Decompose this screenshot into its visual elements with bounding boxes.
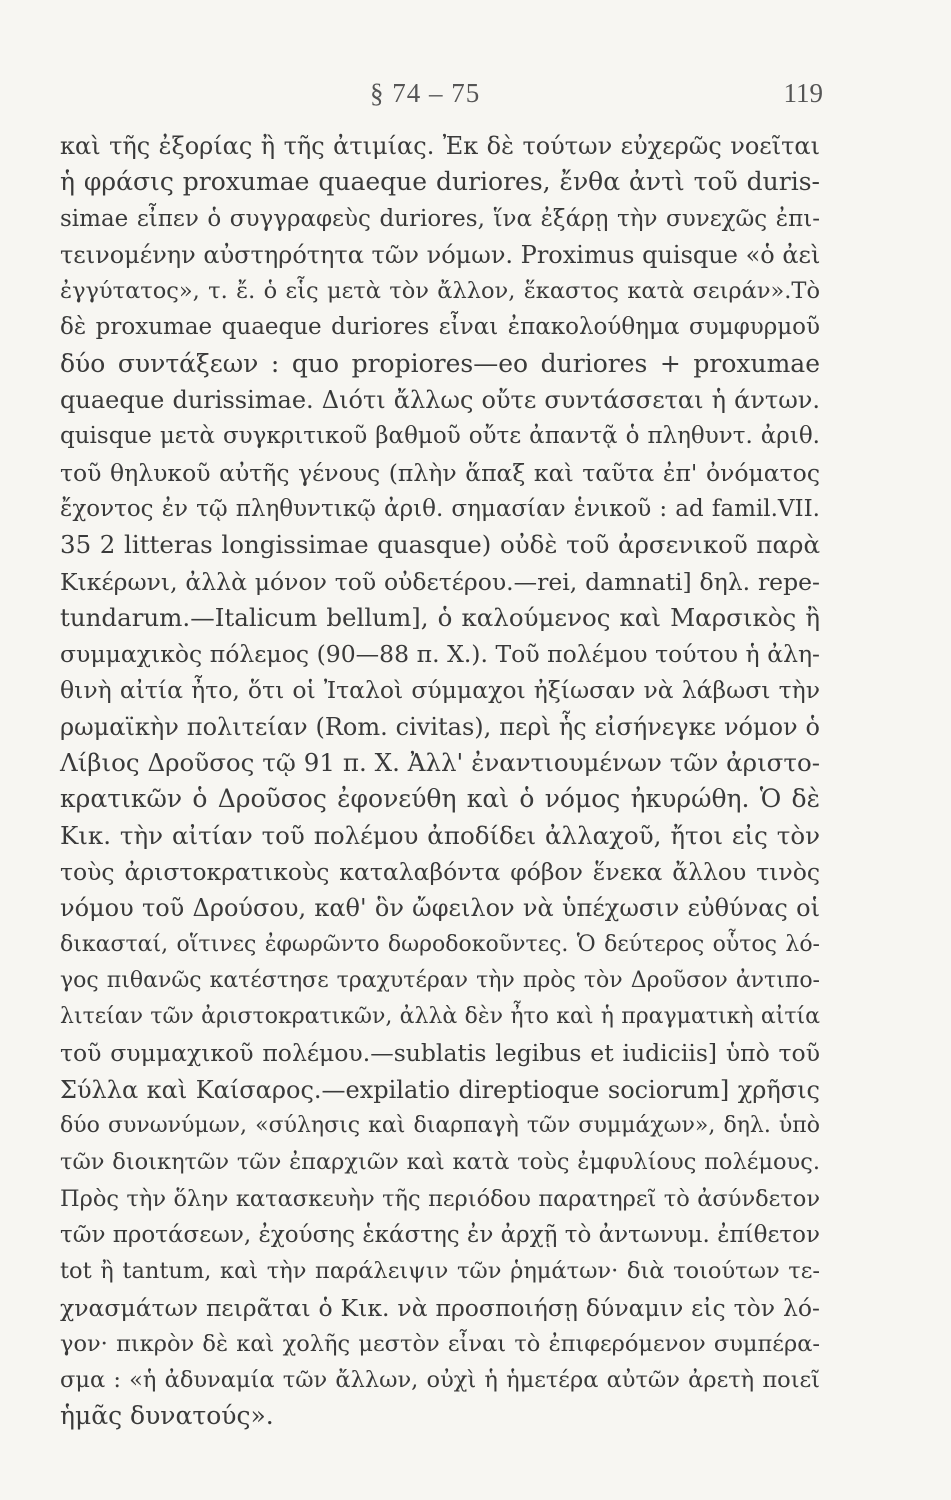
page-header: [0, 78, 951, 114]
text-line: Πρὸς τὴν ὅλην κατασκευὴν τῆς περιόδου παρατηρεῖ τὸ ἀσύνδετον: [60, 1185, 820, 1212]
text-line: τοῦ θηλυκοῦ αὐτῆς γένους (πλὴν ἅπαξ καὶ ταῦτα ἐπ' ὀνόματος: [60, 458, 820, 487]
text-line: Σύλλα καὶ Καίσαρος.—expilatio direptioque sociorum] χρῆσις: [60, 1075, 820, 1104]
text-line: ἡ φράσις proxumae quaeque duriores, ἔνθα ἀντὶ τοῦ duris-: [60, 167, 820, 197]
text-line: νόμου τοῦ Δρούσου, καθ' ὃν ὤφειλον νὰ ὑπέχωσιν εὐθύνας οἱ: [60, 894, 820, 923]
text-line: δύο συντάξεων : quo propiores—eo duriores + proxumae: [60, 348, 820, 378]
text-line: ρωμαϊκὴν πολιτείαν (Rom. civitas), περὶ ἧς εἰσήνεγκε νόμον ὁ: [60, 712, 820, 741]
text-line: Κικ. τὴν αἰτίαν τοῦ πολέμου ἀποδίδει ἀλλαχοῦ, ἤτοι εἰς τὸν: [60, 820, 820, 850]
text-line: Κικέρωνι, ἀλλὰ μόνον τοῦ οὐδετέρου.—rei, damnati] δηλ. repe-: [60, 567, 820, 596]
text-line: συμμαχικὸς πόλεμος (90—88 π. Χ.). Τοῦ πολέμου τούτου ἡ ἀλη-: [60, 640, 820, 669]
text-line: γον· πικρὸν δὲ καὶ χολῆς μεστὸν εἶναι τὸ ἐπιφερόμενον συμπέρα-: [60, 1330, 820, 1357]
text-line: καὶ τῆς ἐξορίας ἢ τῆς ἀτιμίας. Ἐκ δὲ τούτων εὐχερῶς νοεῖται: [60, 132, 820, 160]
text-line: tundarum.—Italicum bellum], ὁ καλούμενος καὶ Μαρσικὸς ἢ: [60, 602, 820, 632]
text-line: quaeque durissimae. Διότι ἄλλως οὔτε συντάσσεται ἡ άντων.: [60, 386, 820, 415]
text-line: Λίβιος Δροῦσος τῷ 91 π. Χ. Ἀλλ' ἐναντιουμένων τῶν ἀριστο-: [60, 748, 820, 778]
text-line: κρατικῶν ὁ Δροῦσος ἐφονεύθη καὶ ὁ νόμος ἠκυρώθη. Ὁ δὲ: [60, 784, 820, 814]
text-line: τῶν διοικητῶν τῶν ἐπαρχιῶν καὶ κατὰ τοὺς ἐμφυλίους πολέμους.: [60, 1149, 820, 1176]
text-line: χνασμάτων πειρᾶται ὁ Κικ. νὰ προσποιήσῃ δύναμιν εἰς τὸν λό-: [60, 1293, 820, 1322]
text-line: τεινομένην αὐστηρότητα τῶν νόμων. Proximus quisque «ὁ ἀεὶ: [60, 240, 821, 269]
text-line: θινὴ αἰτία ἦτο, ὅτι οἱ Ἰταλοὶ σύμμαχοι ἠξίωσαν νὰ λάβωσι τὴν: [60, 676, 820, 705]
text-line: σμα : «ἡ ἀδυναμία τῶν ἄλλων, οὐχὶ ἡ ἡμετέρα αὐτῶν ἀρετὴ ποιεῖ: [60, 1367, 820, 1394]
text-line: τοῦ συμμαχικοῦ πολέμου.—sublatis legibus et iudiciis] ὑπὸ τοῦ: [60, 1039, 820, 1068]
section-reference: § 74 – 75: [370, 78, 481, 108]
text-line: quisque μετὰ συγκριτικοῦ βαθμοῦ οὔτε ἀπαντᾷ ὁ πληθυντ. ἀριθ.: [60, 423, 820, 450]
text-line: δικασταί, οἵτινες ἐφωρῶντο δωροδοκοῦντες. Ὁ δεύτερος οὗτος λό-: [60, 931, 820, 957]
text-line: simae εἶπεν ὁ συγγραφεὺς duriores, ἵνα ἐξάρῃ τὴν συνεχῶς ἐπι-: [60, 205, 820, 232]
text-line: tot ἢ tantum, καὶ τὴν παράλειψιν τῶν ῥημάτων· διὰ τοιούτων τε-: [60, 1258, 820, 1285]
text-line: δὲ proxumae quaeque duriores εἶναι ἐπακολούθημα συμφυρμοῦ: [60, 314, 820, 341]
text-line: γος πιθανῶς κατέστησε τραχυτέραν τὴν πρὸς τὸν Δροῦσον ἀντιπο-: [60, 967, 820, 993]
text-line: τοὺς ἀριστοκρατικοὺς καταλαβόντα φόβον ἕνεκα ἄλλου τινὸς: [60, 857, 820, 886]
page-number: 119: [783, 78, 823, 108]
commentary-text: [60, 128, 820, 1435]
text-line: λιτείαν τῶν ἀριστοκρατικῶν, ἀλλὰ δὲν ἦτο καὶ ἡ πραγματικὴ αἰτία: [60, 1004, 820, 1030]
text-line: ἡμᾶς δυνατούς».: [60, 1401, 274, 1431]
text-line: δύο συνωνύμων, «σύλησις καὶ διαρπαγὴ τῶν συμμάχων», δηλ. ὑπὸ: [60, 1113, 820, 1139]
text-line: τῶν προτάσεων, ἐχούσης ἑκάστης ἐν ἀρχῇ τὸ ἀντωνυμ. ἐπίθετον: [60, 1221, 820, 1248]
text-line: 35 2 litteras longissimae quasque) οὐδὲ τοῦ ἀρσενικοῦ παρὰ: [60, 530, 820, 560]
text-line: ἐγγύτατος», τ. ἔ. ὁ εἷς μετὰ τὸν ἄλλον, ἕκαστος κατὰ σειράν».Τὸ: [60, 278, 820, 305]
text-line: ἔχοντος ἐν τῷ πληθυντικῷ ἀριθ. σημασίαν ἑνικοῦ : ad famil.VII.: [60, 495, 820, 522]
